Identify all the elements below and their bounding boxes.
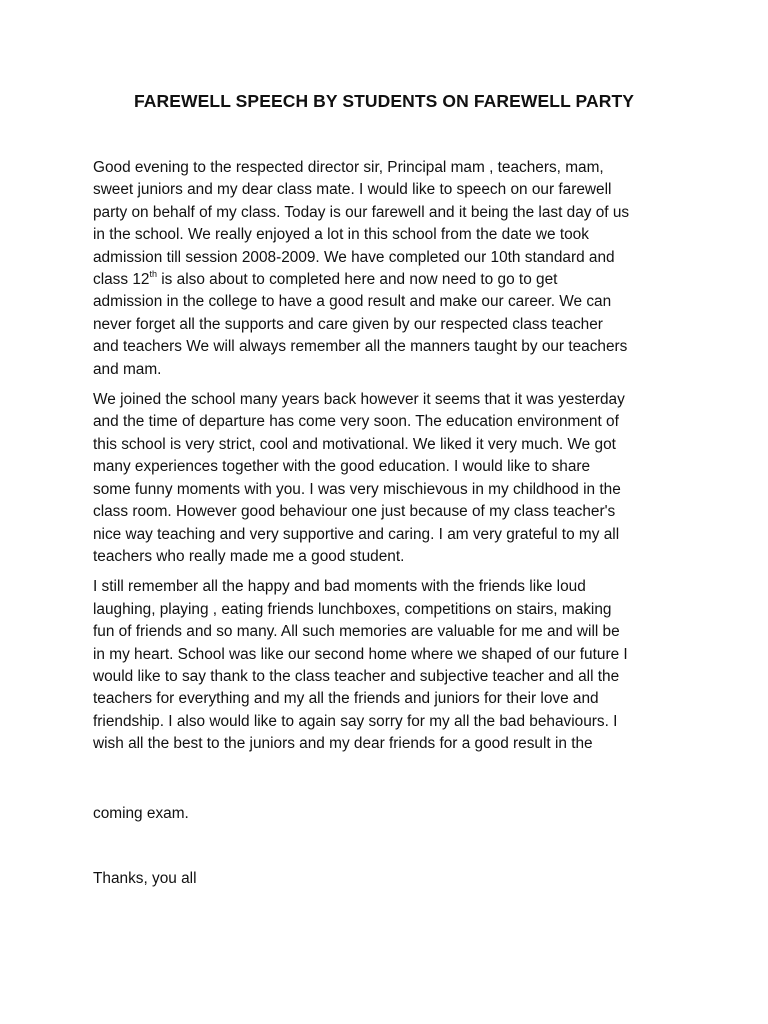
- text-line: this school is very strict, cool and motivational. We liked it very much. We got: [93, 435, 616, 453]
- text-line: wish all the best to the juniors and my dear friends for a good result in the: [93, 735, 593, 753]
- text-line: never forget all the supports and care given by our respected class teacher: [93, 315, 603, 333]
- paragraph-3: [93, 576, 677, 755]
- paragraph-2: [93, 389, 677, 568]
- paragraph-1: [93, 157, 677, 381]
- text-line: and mam.: [93, 360, 162, 378]
- text-line: would like to say thank to the class teacher and subjective teacher and all the: [93, 667, 620, 685]
- text-line: party on behalf of my class. Today is our farewell and it being the last day of us: [93, 203, 630, 221]
- closing-line: coming exam.: [93, 805, 189, 822]
- text-line-with-superscript: [93, 269, 677, 291]
- class-number-text: class 12: [93, 271, 150, 289]
- text-line: We joined the school many years back however it seems that it was yesterday: [93, 391, 625, 409]
- text-line: many experiences together with the good education. I would like to share: [93, 458, 591, 476]
- line-continuation: is also about to completed here and now need to go to get: [156, 271, 558, 289]
- text-line: sweet juniors and my dear class mate. I would like to speech on our farewell: [93, 181, 612, 199]
- text-line: I still remember all the happy and bad moments with the friends like loud: [93, 578, 586, 596]
- text-line: in my heart. School was like our second home where we shaped of our future I: [93, 645, 628, 663]
- text-line: teachers who really made me a good student.: [93, 547, 405, 565]
- text-line: Good evening to the respected director sir, Principal mam , teachers, mam,: [93, 159, 604, 176]
- text-line: laughing, playing , eating friends lunchboxes, competitions on stairs, making: [93, 600, 612, 618]
- paragraph-spacer: [93, 381, 677, 389]
- text-line: and the time of departure has come very soon. The education environment of: [93, 413, 619, 431]
- text-line: in the school. We really enjoyed a lot in this school from the date we took: [93, 226, 589, 244]
- text-line: admission till session 2008-2009. We have completed our 10th standard and: [93, 248, 615, 266]
- speech-body: [93, 157, 677, 756]
- text-line: and teachers We will always remember all the manners taught by our teachers: [93, 338, 628, 356]
- text-line: class room. However good behaviour one just because of my class teacher's: [93, 503, 616, 521]
- text-line: nice way teaching and very supportive and caring. I am very grateful to my all: [93, 525, 620, 543]
- text-line: friendship. I also would like to again say sorry for my all the bad behaviours. I: [93, 712, 618, 730]
- document-title: FAREWELL SPEECH BY STUDENTS ON FAREWELL PARTY: [133, 91, 635, 111]
- text-line: fun of friends and so many. All such memories are valuable for me and will be: [93, 623, 620, 641]
- paragraph-spacer: [93, 568, 677, 576]
- ordinal-superscript: th: [149, 268, 157, 279]
- signoff-line: Thanks, you all: [93, 870, 197, 887]
- text-line: teachers for everything and my all the friends and juniors for their love and: [93, 690, 599, 708]
- text-line: some funny moments with you. I was very mischievous in my childhood in the: [93, 480, 621, 498]
- text-line: admission in the college to have a good result and make our career. We can: [93, 293, 612, 311]
